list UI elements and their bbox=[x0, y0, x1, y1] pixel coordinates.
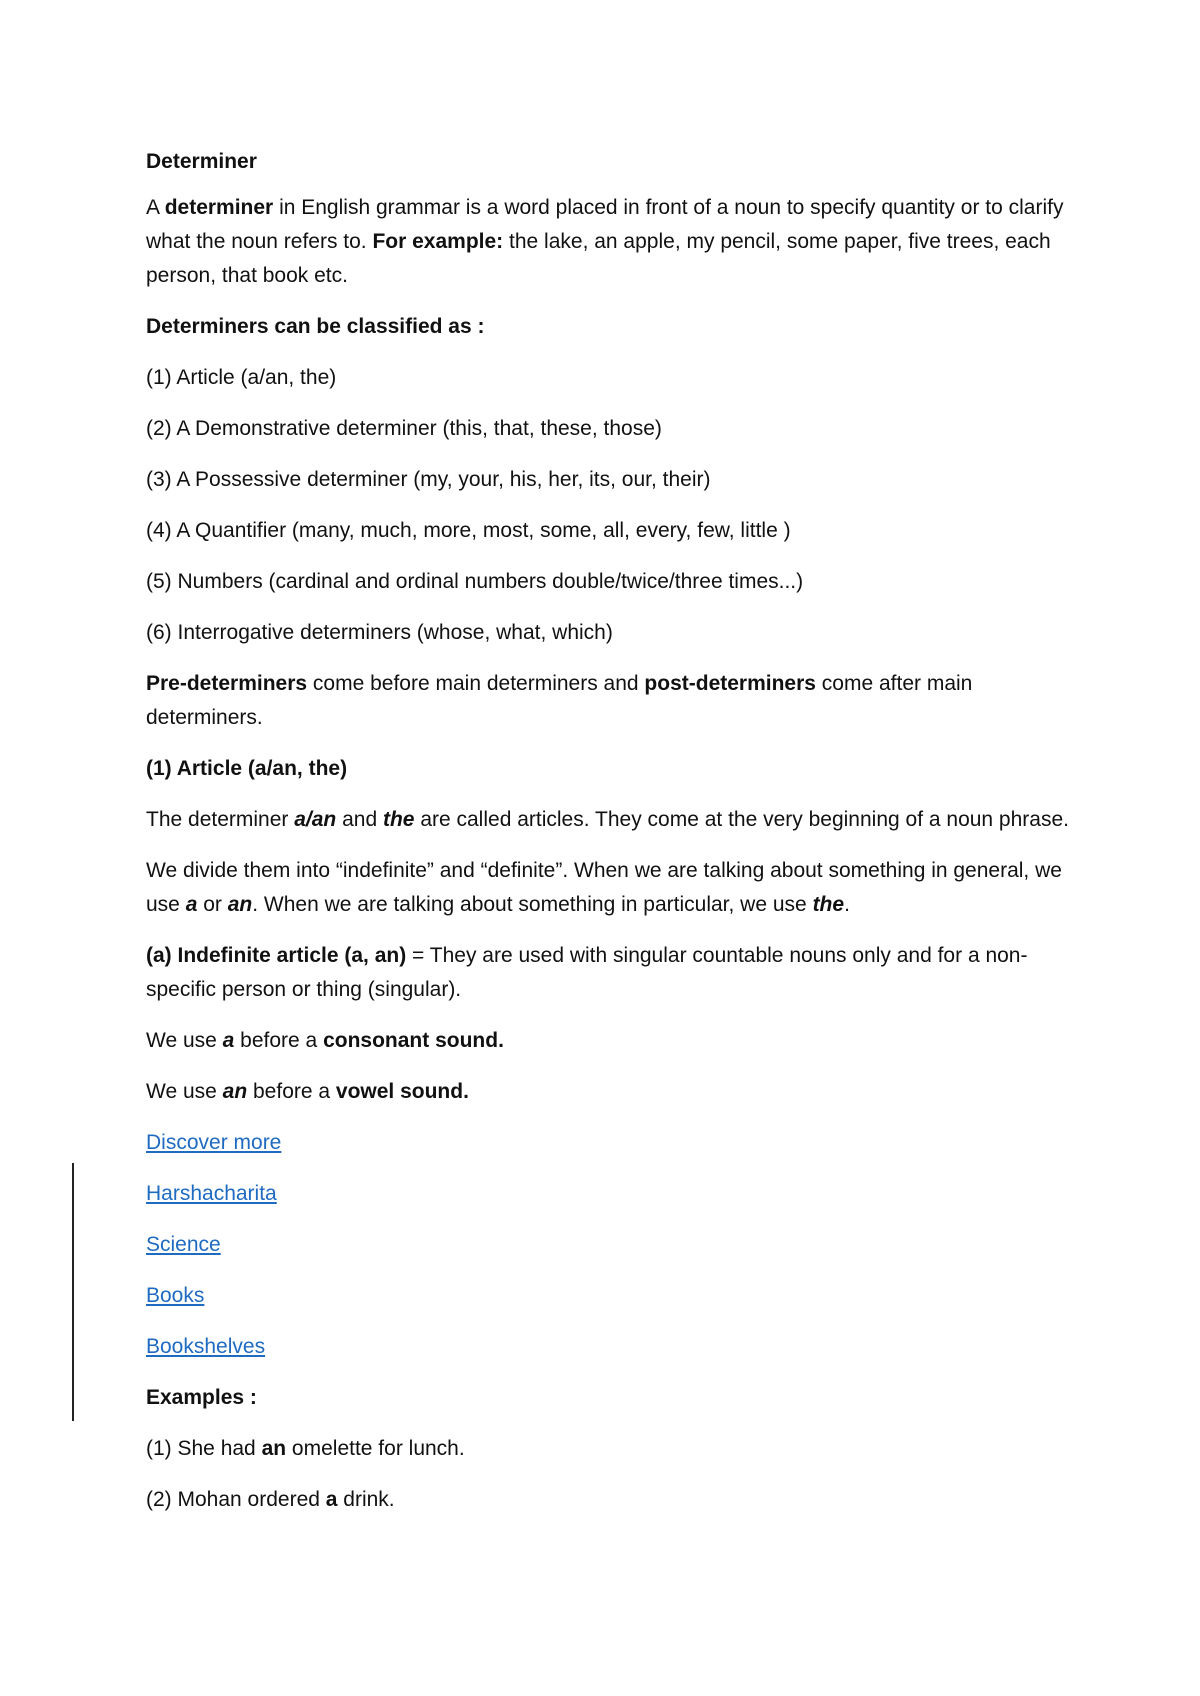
example-item: (1) She had an omelette for lunch. bbox=[146, 1437, 465, 1460]
indefinite-article-paragraph: (a) Indefinite article (a, an) = They are used with singular countable nouns only and for a non-specific person or thing (singular). bbox=[146, 944, 1028, 1001]
example-item: (2) Mohan ordered a drink. bbox=[146, 1488, 395, 1511]
intro-paragraph: A determiner in English grammar is a word placed in front of a noun to specify quantity or to clarify what the noun refers to. For example: the lake, an apple, my pencil, some paper, five trees, each person, that book etc. bbox=[146, 196, 1064, 287]
document-title: Determiner bbox=[146, 150, 257, 173]
link-bookshelves[interactable]: Bookshelves bbox=[146, 1335, 266, 1358]
examples-heading: Examples : bbox=[146, 1386, 257, 1409]
class-item: (3) A Possessive determiner (my, your, his, her, its, our, their) bbox=[146, 468, 711, 491]
link-item bbox=[146, 1330, 1086, 1364]
link-science[interactable]: Science bbox=[146, 1233, 221, 1256]
use-an-paragraph: We use an before a vowel sound. bbox=[146, 1080, 469, 1103]
class-item: (4) A Quantifier (many, much, more, most, some, all, every, few, little ) bbox=[146, 519, 791, 542]
class-item: (6) Interrogative determiners (whose, what, which) bbox=[146, 621, 613, 644]
link-discover-more[interactable]: Discover more bbox=[146, 1131, 282, 1154]
link-item bbox=[146, 1177, 1086, 1211]
document-page bbox=[146, 145, 1086, 1534]
link-item bbox=[146, 1279, 1086, 1313]
article-heading: (1) Article (a/an, the) bbox=[146, 757, 348, 780]
pre-post-paragraph: Pre-determiners come before main determiners and post-determiners come after main determiners. bbox=[146, 672, 973, 729]
classified-heading: Determiners can be classified as : bbox=[146, 315, 485, 338]
link-item bbox=[146, 1126, 1086, 1160]
link-books[interactable]: Books bbox=[146, 1284, 205, 1307]
link-harshacharita[interactable]: Harshacharita bbox=[146, 1182, 277, 1205]
link-item bbox=[146, 1228, 1086, 1262]
class-item: (1) Article (a/an, the) bbox=[146, 366, 337, 389]
divide-paragraph: We divide them into “indefinite” and “definite”. When we are talking about something in general, we use a or an. When we are talking about something in particular, we use the. bbox=[146, 859, 1062, 916]
use-a-paragraph: We use a before a consonant sound. bbox=[146, 1029, 504, 1052]
margin-change-bar bbox=[72, 1163, 74, 1421]
articles-paragraph: The determiner a/an and the are called articles. They come at the very beginning of a noun phrase. bbox=[146, 808, 1069, 831]
class-item: (5) Numbers (cardinal and ordinal numbers double/twice/three times...) bbox=[146, 570, 804, 593]
class-item: (2) A Demonstrative determiner (this, that, these, those) bbox=[146, 417, 662, 440]
